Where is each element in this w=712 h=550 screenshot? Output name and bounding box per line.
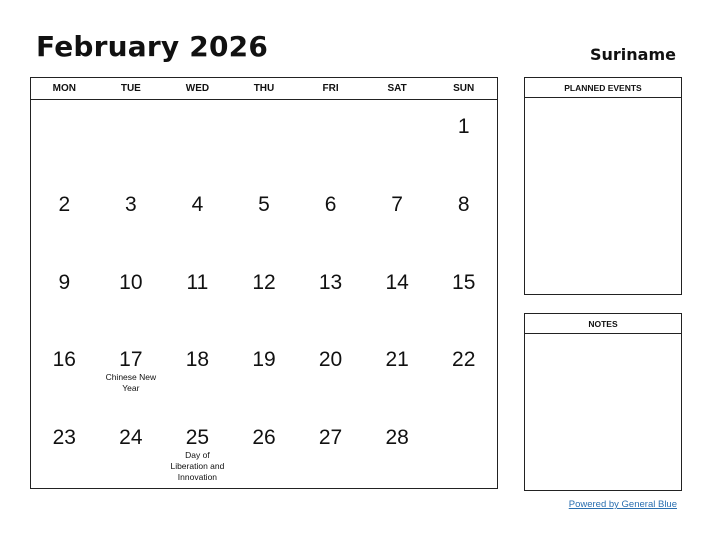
day-cell — [430, 100, 497, 178]
weekday-fri: FRI — [322, 83, 339, 94]
weekday-mon: MON — [52, 83, 76, 94]
day-cell — [164, 256, 231, 334]
day-number: 19 — [252, 348, 276, 372]
day-number: 25 — [185, 426, 210, 450]
day-number: 16 — [52, 348, 76, 372]
weekday-sat: SAT — [387, 83, 407, 94]
day-number: 21 — [385, 348, 409, 372]
day-cell — [297, 411, 364, 489]
day-number: 14 — [385, 270, 409, 294]
country-label: Suriname — [590, 45, 676, 64]
day-number: 3 — [125, 192, 137, 216]
notes-title: NOTES — [525, 314, 681, 334]
day-number: 12 — [252, 270, 276, 294]
day-number: 10 — [119, 270, 143, 294]
day-cell — [364, 178, 431, 256]
day-cell — [98, 256, 165, 334]
day-cell — [164, 333, 231, 411]
weekday-header-row — [31, 78, 497, 100]
day-number: 1 — [457, 115, 470, 138]
day-number: 26 — [252, 426, 276, 450]
day-number — [31, 100, 98, 116]
day-cell — [31, 411, 98, 489]
holiday-label: Chinese New Year — [105, 372, 157, 394]
day-number: 20 — [318, 348, 343, 372]
day-number: 9 — [58, 270, 71, 294]
day-number — [98, 100, 165, 116]
day-number: 8 — [457, 192, 470, 216]
weekday-wed: WED — [185, 83, 210, 94]
week-row — [31, 100, 497, 178]
day-cell — [98, 178, 165, 256]
day-cell — [297, 256, 364, 334]
day-cell — [297, 178, 364, 256]
notes-panel — [524, 313, 682, 491]
planned-events-panel — [524, 77, 682, 295]
day-cell — [31, 100, 98, 178]
day-cell — [364, 256, 431, 334]
day-number: 24 — [119, 426, 143, 450]
weekday-tue: TUE — [120, 83, 141, 94]
day-number — [164, 100, 231, 116]
day-cell — [430, 178, 497, 256]
day-number: 7 — [391, 192, 403, 216]
day-cell — [98, 411, 165, 489]
day-number — [297, 100, 364, 116]
weeks-container — [31, 100, 497, 489]
day-number — [231, 100, 298, 116]
day-cell — [98, 333, 165, 411]
week-row — [31, 411, 497, 489]
day-number: 28 — [385, 426, 409, 450]
day-cell — [297, 333, 364, 411]
day-cell — [231, 256, 298, 334]
week-row — [31, 333, 497, 411]
week-row — [31, 256, 497, 334]
day-cell — [430, 256, 497, 334]
day-number — [430, 411, 497, 427]
day-cell — [430, 333, 497, 411]
day-cell — [430, 411, 497, 489]
day-number: 27 — [318, 426, 343, 450]
day-cell — [98, 100, 165, 178]
day-cell — [31, 178, 98, 256]
week-row — [31, 178, 497, 256]
day-number: 4 — [191, 192, 204, 216]
day-number: 23 — [52, 426, 76, 450]
day-cell — [231, 411, 298, 489]
holiday-label: Day of Liberation and Innovation — [170, 450, 225, 483]
day-number: 17 — [119, 348, 143, 372]
day-cell — [231, 100, 298, 178]
day-cell — [31, 256, 98, 334]
day-number: 15 — [452, 270, 476, 294]
day-cell — [164, 178, 231, 256]
day-number: 18 — [185, 348, 210, 372]
day-number: 2 — [58, 192, 71, 216]
day-cell — [231, 333, 298, 411]
day-number — [364, 100, 431, 116]
calendar-title: February 2026 — [36, 30, 269, 63]
day-cell — [164, 100, 231, 178]
day-number: 6 — [324, 192, 337, 216]
day-cell — [364, 411, 431, 489]
calendar-grid — [30, 77, 498, 489]
powered-by-link[interactable]: Powered by General Blue — [568, 499, 677, 510]
weekday-thu: THU — [253, 83, 275, 94]
day-number: 22 — [452, 348, 476, 372]
planned-events-title: PLANNED EVENTS — [525, 78, 681, 98]
weekday-sun: SUN — [453, 83, 475, 94]
day-cell — [297, 100, 364, 178]
day-cell — [364, 100, 431, 178]
day-number: 5 — [258, 192, 270, 216]
day-cell — [364, 333, 431, 411]
day-cell — [164, 411, 231, 489]
day-number: 11 — [186, 270, 209, 294]
day-cell — [231, 178, 298, 256]
day-number: 13 — [318, 270, 343, 294]
day-cell — [31, 333, 98, 411]
